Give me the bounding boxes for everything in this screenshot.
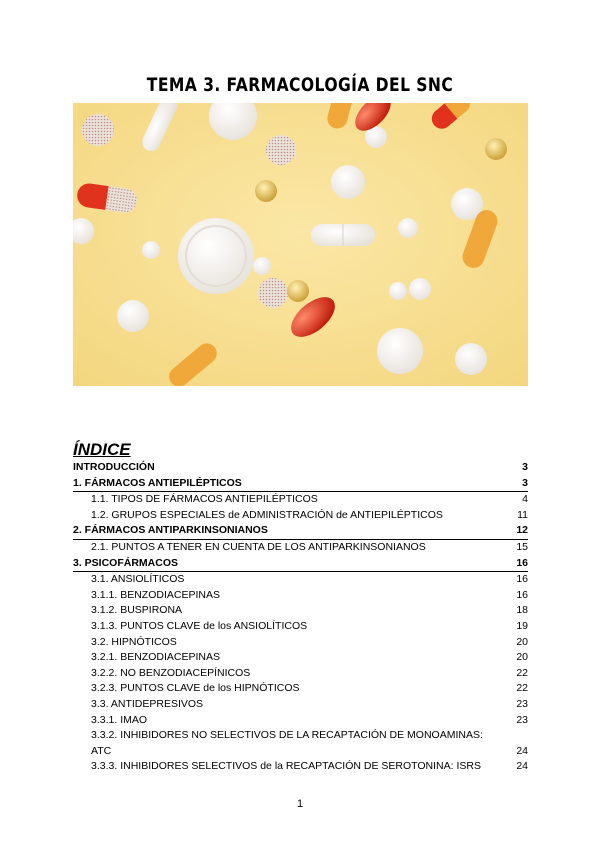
index-heading: ÍNDICE xyxy=(73,440,131,459)
toc-entry-page: 23 xyxy=(516,697,528,710)
toc-entry-page: 20 xyxy=(516,635,528,648)
toc-entry[interactable] xyxy=(73,492,528,508)
toc-entry[interactable] xyxy=(73,556,528,573)
toc-entry-page: 22 xyxy=(516,682,528,695)
pill-speckled xyxy=(258,278,288,308)
pill-amber-softgel xyxy=(485,138,507,160)
pill-amber-softgel xyxy=(287,280,309,302)
pills-photo xyxy=(73,103,528,386)
toc-entry-page: 16 xyxy=(516,556,528,569)
toc-entry-page: 15 xyxy=(516,540,528,553)
pill-speckled xyxy=(82,114,114,146)
toc-entry-label: 2. FÁRMACOS ANTIPARKINSONIANOS xyxy=(73,524,268,537)
pill-tablet xyxy=(253,257,271,275)
pill-tablet xyxy=(377,328,423,374)
toc-entry-page: 16 xyxy=(516,588,528,601)
toc-entry-label: 1.2. GRUPOS ESPECIALES de ADMINISTRACIÓN de ANTIEPILÉPTICOS xyxy=(91,508,443,521)
pill-tablet xyxy=(331,165,365,199)
table-of-contents xyxy=(73,460,528,775)
toc-entry[interactable] xyxy=(73,460,528,476)
toc-entry-page: 20 xyxy=(516,651,528,664)
toc-entry[interactable] xyxy=(73,728,528,759)
toc-entry[interactable] xyxy=(73,697,528,713)
pill-amber-softgel xyxy=(255,180,277,202)
document-title: TEMA 3. FARMACOLOGÍA DEL SNC xyxy=(146,74,454,96)
toc-entry-label: 3.2. HIPNÓTICOS xyxy=(91,635,177,648)
toc-entry-page: 12 xyxy=(516,524,528,537)
toc-entry[interactable] xyxy=(73,603,528,619)
toc-entry[interactable] xyxy=(73,681,528,697)
toc-entry-label: 2.1. PUNTOS A TENER EN CUENTA DE LOS ANTIPARKINSONIANOS xyxy=(91,540,426,553)
pill-tablet xyxy=(142,241,160,259)
toc-entry-page: 4 xyxy=(522,493,528,506)
toc-entry-page: 3 xyxy=(522,461,528,473)
pill-tablet xyxy=(117,300,149,332)
toc-entry-page: 24 xyxy=(516,744,528,757)
toc-entry-label: 3. PSICOFÁRMACOS xyxy=(73,556,179,569)
toc-entry-label: 3.3. ANTIDEPRESIVOS xyxy=(91,697,204,710)
toc-entry-page: 24 xyxy=(516,760,528,773)
toc-entry[interactable] xyxy=(73,476,528,493)
toc-entry-page: 3 xyxy=(522,476,528,489)
toc-entry-page: 16 xyxy=(516,573,528,586)
toc-entry-page: 19 xyxy=(516,619,528,632)
pill-tablet xyxy=(455,343,487,375)
toc-entry-label: 1. FÁRMACOS ANTIEPILÉPTICOS xyxy=(73,476,242,489)
pill-tablet xyxy=(409,278,431,300)
toc-entry-label: 3.2.3. PUNTOS CLAVE de los HIPNÓTICOS xyxy=(91,682,300,695)
toc-entry-page: 23 xyxy=(516,713,528,726)
toc-entry[interactable] xyxy=(73,635,528,651)
pill-tablet xyxy=(389,282,407,300)
toc-entry-label: 3.3.3. INHIBIDORES SELECTIVOS de la RECAPTACIÓN DE SEROTONINA: ISRS xyxy=(91,760,481,773)
toc-entry-label: 3.1.3. PUNTOS CLAVE de los ANSIOLÍTICOS xyxy=(91,619,308,632)
toc-entry[interactable] xyxy=(73,588,528,604)
pill-large-tablet xyxy=(178,218,254,294)
toc-entry-page: 22 xyxy=(516,666,528,679)
toc-entry-label: 3.3.2. INHIBIDORES NO SELECTIVOS DE LA RECAPTACIÓN DE MONOAMINAS: ATC xyxy=(91,729,483,757)
toc-entry-label: 3.1. ANSIOLÍTICOS xyxy=(91,573,185,586)
toc-entry[interactable] xyxy=(73,540,528,556)
pill-tablet xyxy=(398,218,418,238)
toc-entry-label: INTRODUCCIÓN xyxy=(73,461,155,473)
photo-background xyxy=(73,103,528,386)
toc-entry[interactable] xyxy=(73,572,528,588)
pill-white-capsule xyxy=(311,224,375,246)
toc-entry[interactable] xyxy=(73,508,528,524)
toc-entry[interactable] xyxy=(73,619,528,635)
toc-entry-label: 3.2.2. NO BENZODIACEPÍNICOS xyxy=(91,666,251,679)
toc-entry-label: 3.1.2. BUSPIRONA xyxy=(91,604,183,617)
toc-entry-label: 3.3.1. IMAO xyxy=(91,713,148,726)
toc-entry-label: 3.1.1. BENZODIACEPINAS xyxy=(91,588,220,601)
toc-entry[interactable] xyxy=(73,666,528,682)
toc-entry-page: 18 xyxy=(516,604,528,617)
toc-entry-page: 11 xyxy=(517,508,528,521)
page-number: 1 xyxy=(296,798,304,810)
toc-entry-label: 3.2.1. BENZODIACEPINAS xyxy=(91,651,220,664)
toc-entry[interactable] xyxy=(73,650,528,666)
toc-entry-label: 1.1. TIPOS DE FÁRMACOS ANTIEPILÉPTICOS xyxy=(91,493,318,506)
pill-speckled xyxy=(266,135,296,165)
toc-entry[interactable] xyxy=(73,523,528,540)
toc-entry[interactable] xyxy=(73,759,528,775)
toc-entry[interactable] xyxy=(73,713,528,729)
